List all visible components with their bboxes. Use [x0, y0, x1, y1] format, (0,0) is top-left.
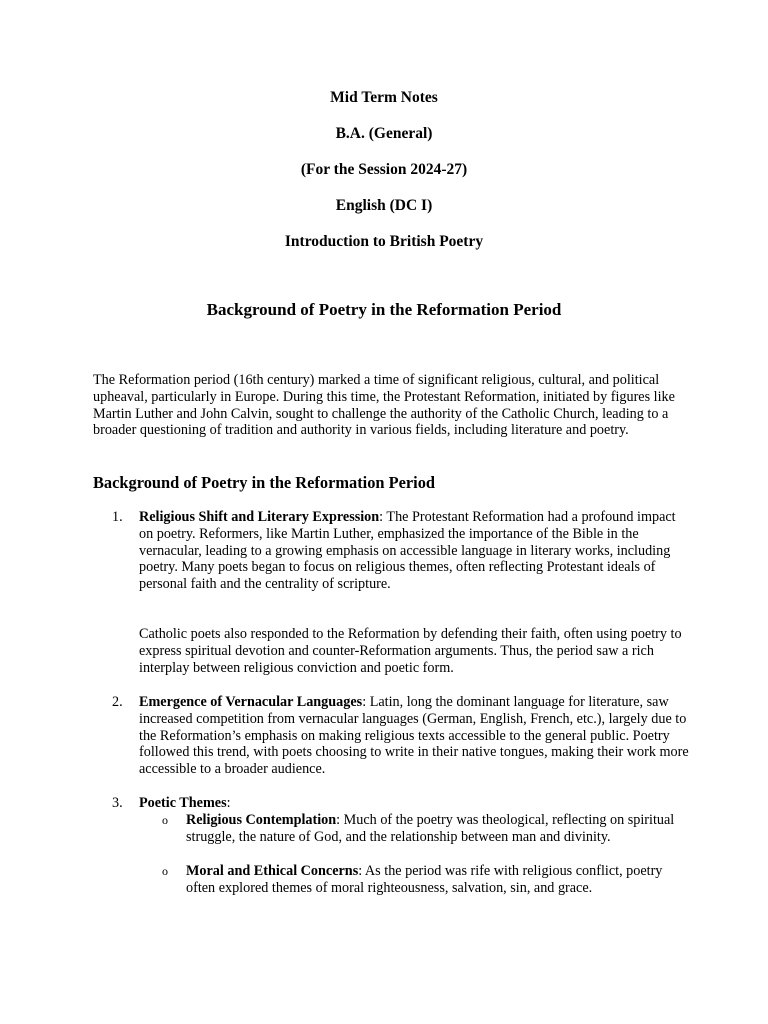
list-item-term: Religious Shift and Literary Expression	[139, 509, 380, 525]
list-item	[139, 694, 689, 778]
sub-item-text: As the period was rife with religious conflict, poetry often explored themes of moral righteousness, salvation, sin, and grace.	[186, 863, 663, 896]
list-item-text: Latin, long the dominant language for literature, saw increased competition from vernacular languages (German, English, French, etc.), largely due to the Reformation’s emphasis on making religious texts accessible to the general public. Poetry followed this trend, with poets choosing to write in their native tongues, making their work more accessible to a broader audience.	[139, 694, 689, 778]
main-heading: Background of Poetry in the Reformation Period	[206, 300, 562, 319]
list-number: 3.	[112, 795, 123, 811]
subject-line: English (DC I)	[335, 197, 433, 214]
sub-item-separator: :	[358, 863, 363, 879]
list-item-separator: :	[379, 509, 384, 525]
intro-paragraph: The Reformation period (16th century) marked a time of significant religious, cultural, and political upheaval, particularly in Europe. During this time, the Protestant Reformation, initiated by figures like Martin Luther and John Calvin, sought to challenge the authority of the Catholic Church, leading to a broader questioning of tradition and authority in various fields, including literature and poetry.	[93, 372, 675, 439]
list-item-separator: :	[362, 694, 367, 710]
session-line: (For the Session 2024-27)	[300, 161, 468, 178]
sub-list-item	[186, 812, 686, 846]
sub-item-text: Much of the poetry was theological, reflecting on spiritual struggle, the nature of God, and the relationship between man and divinity.	[186, 812, 675, 845]
sub-item-term: Religious Contemplation	[186, 812, 337, 828]
section-heading: Background of Poetry in the Reformation Period	[93, 473, 436, 492]
doc-title: Mid Term Notes	[330, 89, 438, 106]
paper-title: Introduction to British Poetry	[284, 233, 484, 250]
list-item	[139, 795, 689, 812]
sub-item-separator: :	[336, 812, 341, 828]
list-item	[139, 509, 689, 593]
list-item-separator: :	[226, 795, 231, 811]
list-item-term: Emergence of Vernacular Languages	[139, 694, 363, 710]
bullet-icon: o	[162, 864, 168, 878]
list-item-term: Poetic Themes	[139, 795, 227, 811]
sub-list-item	[186, 863, 686, 897]
list-number: 1.	[112, 509, 123, 525]
course-name: B.A. (General)	[335, 125, 433, 142]
bullet-icon: o	[162, 813, 168, 827]
list-item-continuation: Catholic poets also responded to the Reformation by defending their faith, often using poetry to express spiritual devotion and counter-Reformation arguments. Thus, the period saw a rich interplay between religious conviction and poetic form.	[139, 626, 682, 676]
sub-item-term: Moral and Ethical Concerns	[186, 863, 359, 879]
list-item-text: The Protestant Reformation had a profound impact on poetry. Reformers, like Martin Luther, emphasized the importance of the Bible in the vernacular, leading to a growing emphasis on accessible language in literary works, including poetry. Many poets began to focus on religious themes, often reflecting Protestant ideals of personal faith and the centrality of scripture.	[139, 509, 676, 593]
list-number: 2.	[112, 694, 123, 710]
